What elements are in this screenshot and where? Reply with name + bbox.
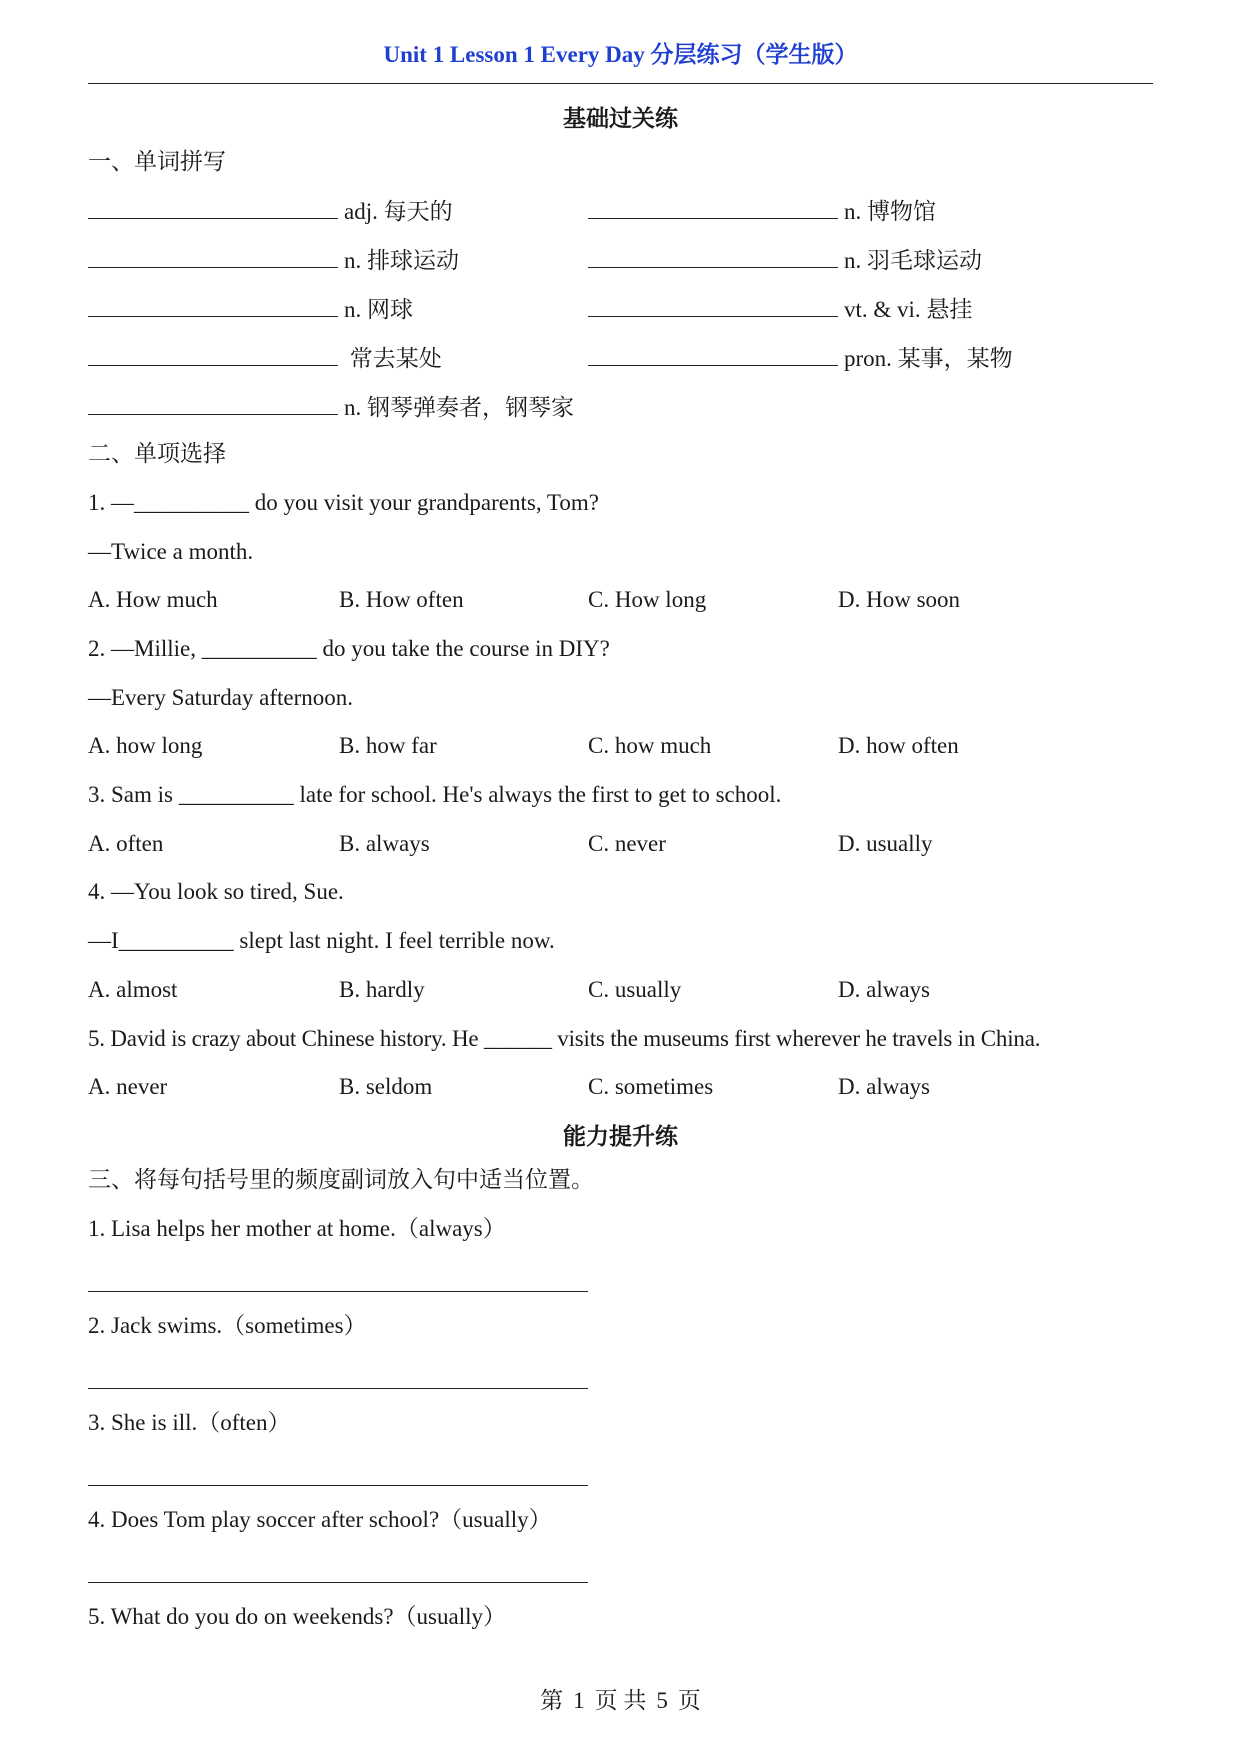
vocab-item [88,392,574,422]
section-title-advanced: 能力提升练 [563,1124,678,1149]
vocab-item [588,196,936,226]
vocab-item [88,245,459,275]
answer-blank[interactable] [588,343,838,366]
question-answer-line: —Every Saturday afternoon. [88,685,354,710]
question-stem: 2. —Millie, __________ do you take the course in DIY? [88,636,610,661]
option-c[interactable]: C. usually [588,977,682,1002]
rewrite-item: 1. Lisa helps her mother at home.（always） [88,1216,506,1241]
part3-heading: 三、将每句括号里的频度副词放入句中适当位置。 [88,1167,594,1192]
footer-suffix: 页 [677,1688,701,1713]
page-footer [0,1682,1241,1715]
option-d[interactable]: D. always [838,977,930,1002]
vocab-item [588,245,982,275]
question-answer-line: —I__________ slept last night. I feel terrible now. [88,928,555,953]
answer-blank[interactable] [88,245,338,268]
vocab-item [588,294,972,324]
vocab-definition: adj. 每天的 [344,199,453,224]
vocab-definition: n. 排球运动 [344,248,459,273]
vocab-definition: n. 钢琴弹奏者，钢琴家 [344,395,574,420]
answer-line[interactable] [88,1291,588,1292]
option-b[interactable]: B. How often [339,587,464,612]
document-header-title: Unit 1 Lesson 1 Every Day 分层练习（学生版） [383,42,858,67]
answer-line[interactable] [88,1388,588,1389]
answer-line[interactable] [88,1582,588,1583]
question-stem: 5. David is crazy about Chinese history. He ______ visits the museums first wherever he travels in China. [88,1026,1041,1051]
option-b[interactable]: B. always [339,831,430,856]
answer-line[interactable] [88,1485,588,1486]
footer-prefix: 第 [540,1688,564,1713]
part2-heading: 二、单项选择 [88,441,226,466]
option-a[interactable]: A. how long [88,733,203,758]
rewrite-item: 3. She is ill.（often） [88,1410,291,1435]
answer-blank[interactable] [88,343,338,366]
question-answer-line: —Twice a month. [88,539,254,564]
rewrite-item: 4. Does Tom play soccer after school?（usually） [88,1507,552,1532]
question-stem: 3. Sam is __________ late for school. He's always the first to get to school. [88,782,782,807]
footer-middle: 页 共 [594,1688,647,1713]
vocab-definition: 常去某处 [344,346,442,371]
option-b[interactable]: B. how far [339,733,437,758]
option-d[interactable]: D. how often [838,733,959,758]
option-a[interactable]: A. How much [88,587,218,612]
option-d[interactable]: D. usually [838,831,933,856]
answer-blank[interactable] [588,245,838,268]
option-c[interactable]: C. How long [588,587,707,612]
vocab-definition: n. 网球 [344,297,413,322]
section-title-basic: 基础过关练 [563,106,678,131]
part1-heading: 一、单词拼写 [88,149,226,174]
answer-blank[interactable] [88,294,338,317]
header-divider [88,83,1153,84]
answer-blank[interactable] [588,294,838,317]
option-c[interactable]: C. how much [588,733,712,758]
rewrite-item: 2. Jack swims.（sometimes） [88,1313,367,1338]
option-a[interactable]: A. often [88,831,164,856]
answer-blank[interactable] [88,196,338,219]
option-b[interactable]: B. seldom [339,1074,433,1099]
vocab-definition: vt. & vi. 悬挂 [844,297,973,322]
answer-blank[interactable] [588,196,838,219]
option-d[interactable]: D. How soon [838,587,961,612]
option-c[interactable]: C. sometimes [588,1074,714,1099]
option-a[interactable]: A. almost [88,977,178,1002]
vocab-item [88,343,442,373]
vocab-definition: n. 羽毛球运动 [844,248,982,273]
vocab-definition: n. 博物馆 [844,199,936,224]
footer-page-number: 1 [573,1688,585,1713]
footer-total-pages: 5 [656,1688,668,1713]
question-stem: 4. —You look so tired, Sue. [88,879,344,904]
option-c[interactable]: C. never [588,831,666,856]
question-stem: 1. —__________ do you visit your grandparents, Tom? [88,490,599,515]
vocab-item [88,196,453,226]
option-b[interactable]: B. hardly [339,977,425,1002]
vocab-definition: pron. 某事，某物 [844,346,1013,371]
rewrite-item: 5. What do you do on weekends?（usually） [88,1604,506,1629]
vocab-item [588,343,1013,373]
option-a[interactable]: A. never [88,1074,168,1099]
answer-blank[interactable] [88,392,338,415]
option-d[interactable]: D. always [838,1074,930,1099]
vocab-item [88,294,413,324]
